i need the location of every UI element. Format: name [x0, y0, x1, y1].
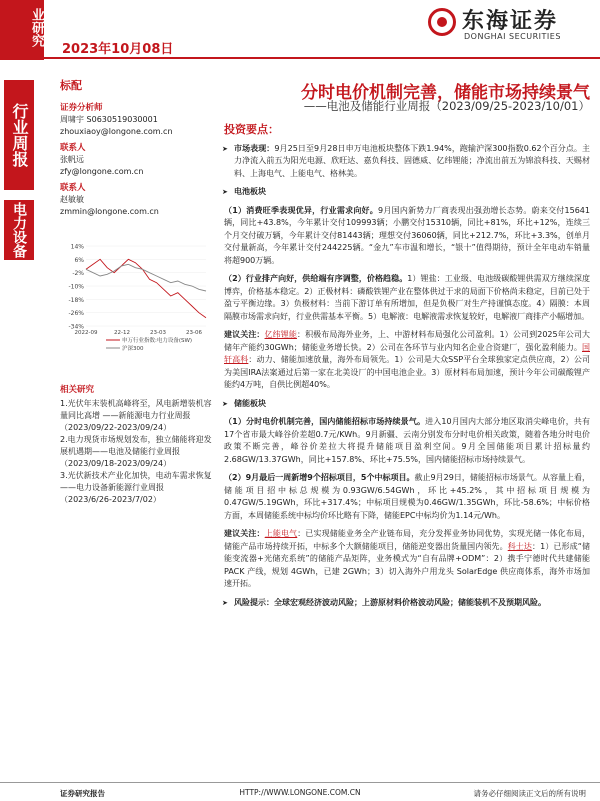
contact2-name: 赵敏敏	[60, 195, 84, 204]
y-tick-label: 14%	[70, 243, 84, 251]
x-tick-label: 23-03	[150, 330, 166, 336]
b-sugg-2-text: ：动力、储能加速放量，海外布局领先。1）公司是大众SSP平台全球独家定点供应商，2）公司为美国IRA法案通过后第一家在北美设厂的中国电池企业。3）原材料布局加速，预计今年公司碳酸锂产能约4万吨，自供比例超40%。	[224, 355, 591, 389]
x-tick-label: 2022-09	[74, 330, 98, 336]
storage-heading	[224, 398, 590, 411]
y-tick-label: -34%	[68, 323, 84, 331]
rating: 标配	[60, 79, 82, 92]
report-subtitle: ——电池及储能行业周报（2023/09/25-2023/10/01）	[303, 99, 590, 113]
sidebar	[60, 80, 212, 218]
storage-para-1	[224, 416, 590, 466]
s-sugg-1-text: ：已实现储能业务全产业链布局，充分发挥业务协同优势，实现光储一体化布局，储能产品市场持续开拓，中标多个大额储能项目，储能逆变器出货量国内领先。	[224, 529, 591, 551]
y-tick-label: -26%	[68, 310, 84, 318]
legend-label: 申万行业指数:电力设备(SW)	[122, 338, 193, 344]
s2-head: （2）9月最后一周新增9个招标项目，5个中标项目。	[224, 473, 415, 482]
footer-left: 证券研究报告	[60, 789, 105, 798]
y-tick-label: -2%	[72, 270, 84, 278]
battery-heading	[224, 186, 590, 199]
series-line	[86, 259, 206, 317]
stock-link-4[interactable]: 科士达	[507, 541, 533, 551]
related-item[interactable]: 1.光伏年末装机高峰将至，风电新增装机容量同比高增 ——新能源电力行业周报（2023/09/22-2023/09/24）	[60, 399, 212, 432]
footer-url[interactable]: HTTP://WWW.LONGONE.COM.CN	[239, 788, 361, 797]
report-type-tab: 行业周报	[4, 80, 34, 190]
b-sugg-label: 建议关注：	[224, 330, 265, 339]
related-research	[60, 384, 212, 506]
series-line	[86, 264, 206, 291]
legend-label: 沪深300	[122, 346, 144, 352]
battery-suggestion	[224, 329, 590, 392]
s1-text: 进入10月国内大部分地区取消尖峰电价，共有17个省市最大峰谷价差超0.7元/KWh。9月新疆、云南分别发布分时电价相关政策，随着各地分时电价政策不断完善，峰谷价差拉大将提升储能项目盈利空间。9月全国储能项目累计招标量约2.68GW/13.37GWh，同比+157.8%、环比+75.5%，国内储能招标市场持续景气。	[224, 417, 590, 464]
y-tick-label: 6%	[74, 256, 84, 264]
logo-en: DONGHAI SECURITIES	[464, 32, 561, 41]
industry-tab: 电力设备	[4, 200, 34, 260]
market-text: 9月25日至9月28日申万电池板块整体下跌1.94%，跑输沪深300指数0.62个百分点。主力净流入前五为阳光电源、欣旺达、嘉负科技、固德威、亿纬锂能；净流出前五为锦浪科技、天赐材料、上海电气、上能电气、格林美。	[234, 143, 590, 178]
section-heading: 投资要点：	[224, 123, 279, 136]
s-sugg-label: 建议关注：	[224, 529, 265, 538]
s1-head: （1）分时电价机制完善，国内储能招标市场持续景气。	[224, 417, 426, 426]
stock-link-3[interactable]: 上能电气	[264, 529, 298, 538]
logo-cn: 东海证券	[462, 9, 559, 34]
y-tick-label: -10%	[68, 283, 84, 291]
analyst-name: 周啸宇 S0630519030001	[60, 115, 158, 124]
risk-label: 风险提示：	[234, 597, 274, 607]
contact1-label: 联系人	[60, 143, 86, 153]
report-date: 2023年10月08日	[62, 42, 174, 57]
risk-paragraph	[224, 597, 590, 610]
stock-link-2[interactable]: 国轩高科	[224, 342, 590, 364]
s-sugg-2-text: ：1）已形成“储能变流器+光储充系统”的储能产品矩阵，业务模式为“自有品牌+ODM”：2）携手宁德时代共建储能 PACK 产线，规划 4GWh，已建 2GWh；3）切入海外户用龙头 SolarEdge 供应商体系，海外市场加速开拓。	[224, 541, 591, 588]
risk-text: 全球宏观经济波动风险；上游原材料价格波动风险；储能装机不及预期风险。	[274, 597, 546, 607]
contact2-email[interactable]: zmmin@longone.com.cn	[60, 207, 159, 216]
related-heading: 相关研究	[60, 385, 95, 395]
related-item[interactable]: 3.光伏新技术产业化加快，电动车需求恢复 ——电力设备新能源行业周报（2023/6/26-2023/7/02）	[60, 471, 212, 504]
logo-mark-icon	[428, 8, 456, 36]
market-label: 市场表现：	[234, 143, 275, 153]
header-tab: 业研究	[0, 0, 44, 60]
b1-head: （1）消费旺季表现优异，行业需求向好。	[224, 205, 379, 215]
contact2-label: 联系人	[60, 183, 86, 193]
battery-para-1	[224, 205, 590, 268]
index-chart	[60, 240, 212, 372]
battery-para-2	[224, 273, 590, 323]
storage-label: 储能板块	[234, 398, 266, 408]
related-item[interactable]: 2.电力现货市场规划发布，独立储能将迎发展机遇期——电池及储能行业周报（2023/09/18-2023/09/24）	[60, 435, 212, 468]
report-title: 分时电价机制完善，储能市场持续景气	[301, 83, 590, 103]
b2-head: （2）行业排产向好，供给端有序调整，价格趋稳。	[224, 274, 408, 283]
storage-para-2	[224, 472, 590, 522]
main-content	[224, 124, 590, 615]
s2-text: 截止9月29日，储能招标市场景气。从容量上看，储能项目招中标总规模为0.93GW/6.54GWh，环比+45.2%，其中招标项目规模为0.47GW/5.19GWh，环比+317.4%；中标项目规模为0.46GW/1.35GWh，环比-58.6%；中标价格方面，本周储能系统中标均价环比略有下降，储能EPC中标均价为1.14元/Wh。	[224, 473, 590, 520]
analyst-email[interactable]: zhouxiaoy@longone.com.cn	[60, 127, 173, 136]
battery-label: 电池板块	[234, 187, 266, 196]
b2-text: 1）锂盐：工业级、电池级碳酸锂供需双方继续深度博弈，价格基本稳定。2）正极材料：磷酸铁锂产业在整体供过于求的局面下价格尚未稳定，目前已处于盈亏平衡边缘。3）负极材料：当前下游订单有所增加，但是负极厂对生产持谨慎态度。4）隔膜：本周隔膜市场需求向好，行业供需基本平衡。5）电解液：电解液需求恢复较好，电解液厂商排产小幅增加。	[224, 274, 590, 321]
b1-text: 9月国内新势力厂商表现出强劲增长态势。蔚来交付15641辆，同比+43.8%，今年累计交付109993辆；小鹏交付15310辆，同比+81%，环比+12%，连续三个月交付破万辆，今年累计交付81443辆；理想交付36060辆，同比+212.7%，环比+3.3%，创单月交付量新高，今年累计交付244225辆。“金九”车市温和增长，“银十”值得期待，预计全年电动车销量将超900万辆。	[224, 205, 590, 265]
contact1-email[interactable]: zfy@longone.com.cn	[60, 167, 144, 176]
y-tick-label: -18%	[68, 296, 84, 304]
footer-right: 请务必仔细阅读正文后的所有说明	[473, 789, 586, 798]
header-divider	[44, 57, 600, 59]
analyst-label: 证券分析师	[60, 103, 103, 113]
market-paragraph	[224, 143, 590, 181]
stock-link-1[interactable]: 亿纬锂能	[264, 330, 297, 339]
storage-suggestion	[224, 528, 590, 591]
b-sugg-1-text: ：积极布局海外业务，上、中游材料布局强化公司盈利。1）公司到2025年公司大储年产能约30GWh；储能业务增长快。2）公司在各环节与业内知名企业合资建厂，强化盈利能力。	[224, 330, 591, 352]
chart-svg	[60, 240, 212, 372]
contact1-name: 张帆远	[60, 155, 84, 164]
x-tick-label: 23-06	[186, 330, 202, 336]
company-logo	[428, 2, 596, 48]
page-footer	[0, 782, 600, 801]
x-tick-label: 22-12	[114, 330, 130, 336]
